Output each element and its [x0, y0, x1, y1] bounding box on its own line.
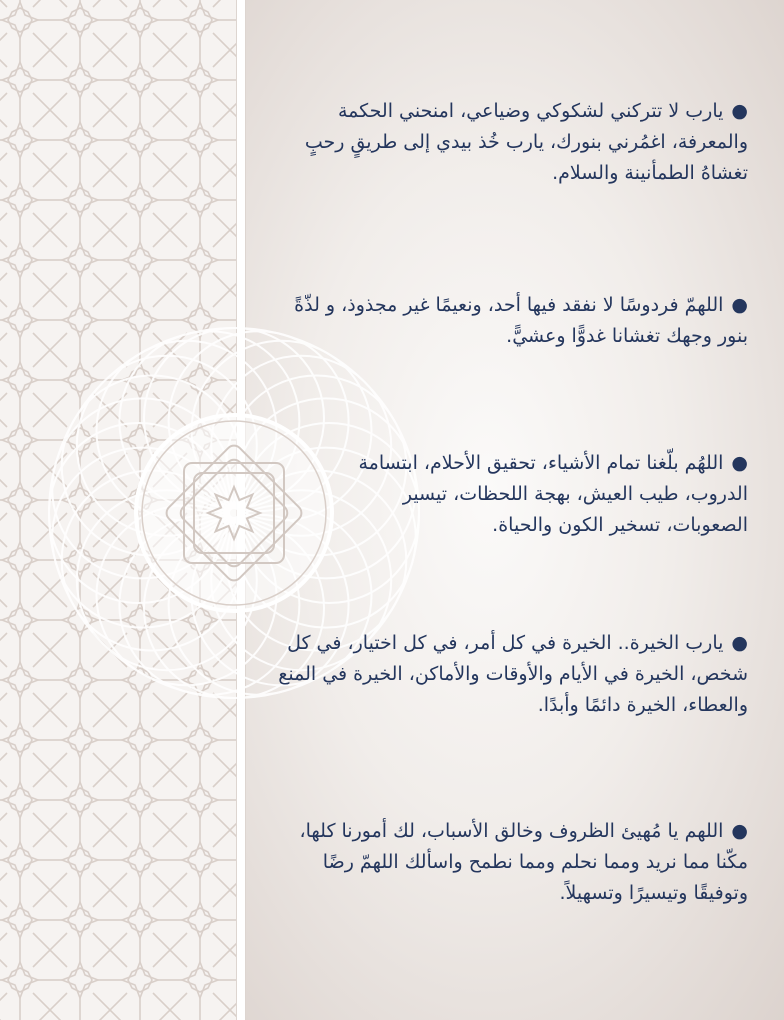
bullet-icon: ●	[731, 632, 748, 654]
geometric-pattern-strip	[0, 0, 240, 1020]
dua-item	[352, 448, 748, 541]
dua-item	[270, 290, 748, 352]
dua-text: اللهُم بلّغنا تمام الأشياء، تحقيق الأحلام، ابتسامة الدروب، طيب العيش، بهجة اللحظات، تيسير الصعوبات، تسخير الكون والحياة.	[358, 452, 748, 536]
dua-text: اللهم يا مُهيئ الظروف وخالق الأسباب، لك أمورنا كلها، مكّنا مما نريد ومما نحلم ومما نطمح واسألك اللهمّ رضًا وتوفيقًا وتيسيرًا وتسهيلاً.	[299, 820, 748, 904]
dua-text: اللهمّ فردوسًا لا نفقد فيها أحد، ونعيمًا غير مجذوذ، و لذّةً بنور وجهك تغشانا غدوًّا وعشيًّ.	[294, 294, 748, 347]
dua-item	[270, 96, 748, 189]
bullet-icon: ●	[731, 452, 748, 474]
bullet-icon: ●	[731, 100, 748, 122]
dua-text: يارب الخيرة.. الخيرة في كل أمر، في كل اختيار، في كل شخص، الخيرة في الأيام والأوقات والأماكن، الخيرة في المنع والعطاء، الخيرة دائمًا وأبدًا.	[278, 632, 748, 716]
bullet-icon: ●	[731, 820, 748, 842]
star-pattern-icon	[0, 0, 240, 1020]
dua-item	[270, 628, 748, 721]
bullet-icon: ●	[731, 294, 748, 316]
dua-text: يارب لا تتركني لشكوكي وضياعي، امنحني الحكمة والمعرفة، اغمُرني بنورك، يارب خُذ بيدي إلى طريقٍ رحبٍ تغشاهُ الطمأنينة والسلام.	[304, 100, 748, 184]
dua-item	[270, 816, 748, 909]
vertical-divider	[236, 0, 246, 1020]
